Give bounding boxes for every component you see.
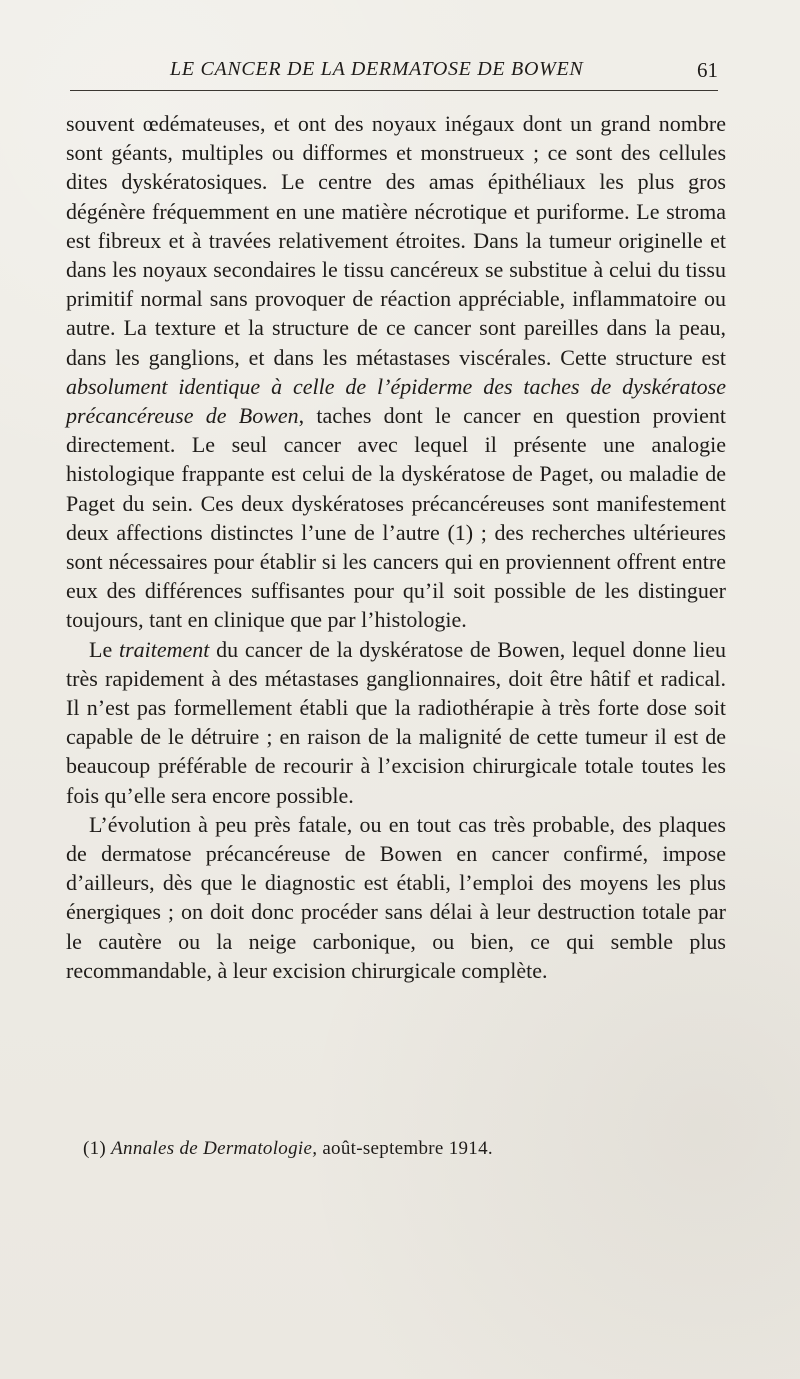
treatment-emphasis: traitement <box>118 636 210 662</box>
paragraph-histology-tail: , taches dont le cancer en question provient directement. Le seul cancer avec lequel il présente une analogie histologique frappante est celui de la dyskératose de Paget, ou maladie de Paget du sein. Ces deux dyskératoses précancéreuses sont manifestement deux affections distinctes l’une de l’autre (1) ; des recherches ultérieures sont nécessaires pour établir si les cancers qui en proviennent offrent entre eux des différences suffisantes pour qu’il soit possible de les distinguer toujours, tant en clinique que par l’histologie. <box>66 403 726 633</box>
paragraph-histology <box>66 109 726 635</box>
running-title: LE CANCER DE LA DERMATOSE DE BOWEN <box>170 58 584 80</box>
page-header <box>70 58 718 92</box>
paragraph-treatment-tail: du cancer de la dyskératose de Bowen, lequel donne lieu très rapidement à des métastases ganglionnaires, doit être hâtif et radical. Il n’est pas formellement établi que la radiothérapie à très forte dose soit capable de le détruire ; en raison de la malignité de cette tumeur il est de beaucoup préférable de recourir à l’excision chirurgicale totale toutes les fois qu’elle sera encore possible. <box>66 636 727 808</box>
body-text <box>66 109 726 985</box>
footnote-date: août-septembre 1914. <box>322 1138 493 1159</box>
histology-emphasis: absolument identique à celle de l’épiderme des taches de dyskératose précancéreuse de Bowen <box>66 373 726 429</box>
header-rule <box>70 90 718 91</box>
footnote <box>83 1137 723 1161</box>
paragraph-evolution: L’évolution à peu près fatale, ou en tout cas très probable, des plaques de dermatose précancéreuse de Bowen en cancer confirmé, impose d’ailleurs, dès que le diagnostic est établi, l’emploi des moyens les plus énergiques ; on doit donc procéder sans délai à leur destruction totale par le cautère ou la neige carbonique, ou bien, ce qui semble plus recommandable, à leur excision chirurgicale complète. <box>66 811 726 983</box>
page-number: 61 <box>697 58 718 82</box>
paragraph-treatment <box>66 635 726 810</box>
paragraph-histology-lead: souvent œdémateuses, et ont des noyaux inégaux dont un grand nombre sont géants, multiples ou difformes et monstrueux ; ce sont des cellules dites dyskératosiques. Le centre des amas épithéliaux les plus gros dégénère fréquemment en une matière nécrotique et puriforme. Le stroma est fibreux et à travées relativement étroites. Dans la tumeur originelle et dans les noyaux secondaires le tissu cancéreux se substitue à celui du tissu primitif normal sans provoquer de réaction appréciable, inflammatoire ou autre. La texture et la structure de ce cancer sont pareilles dans la peau, dans les ganglions, et dans les métastases viscérales. Cette structure est <box>66 111 726 370</box>
footnote-source: Annales de Dermatologie, <box>111 1138 318 1159</box>
paragraph-treatment-lead: Le <box>89 636 119 662</box>
footnote-marker: (1) <box>83 1138 107 1159</box>
